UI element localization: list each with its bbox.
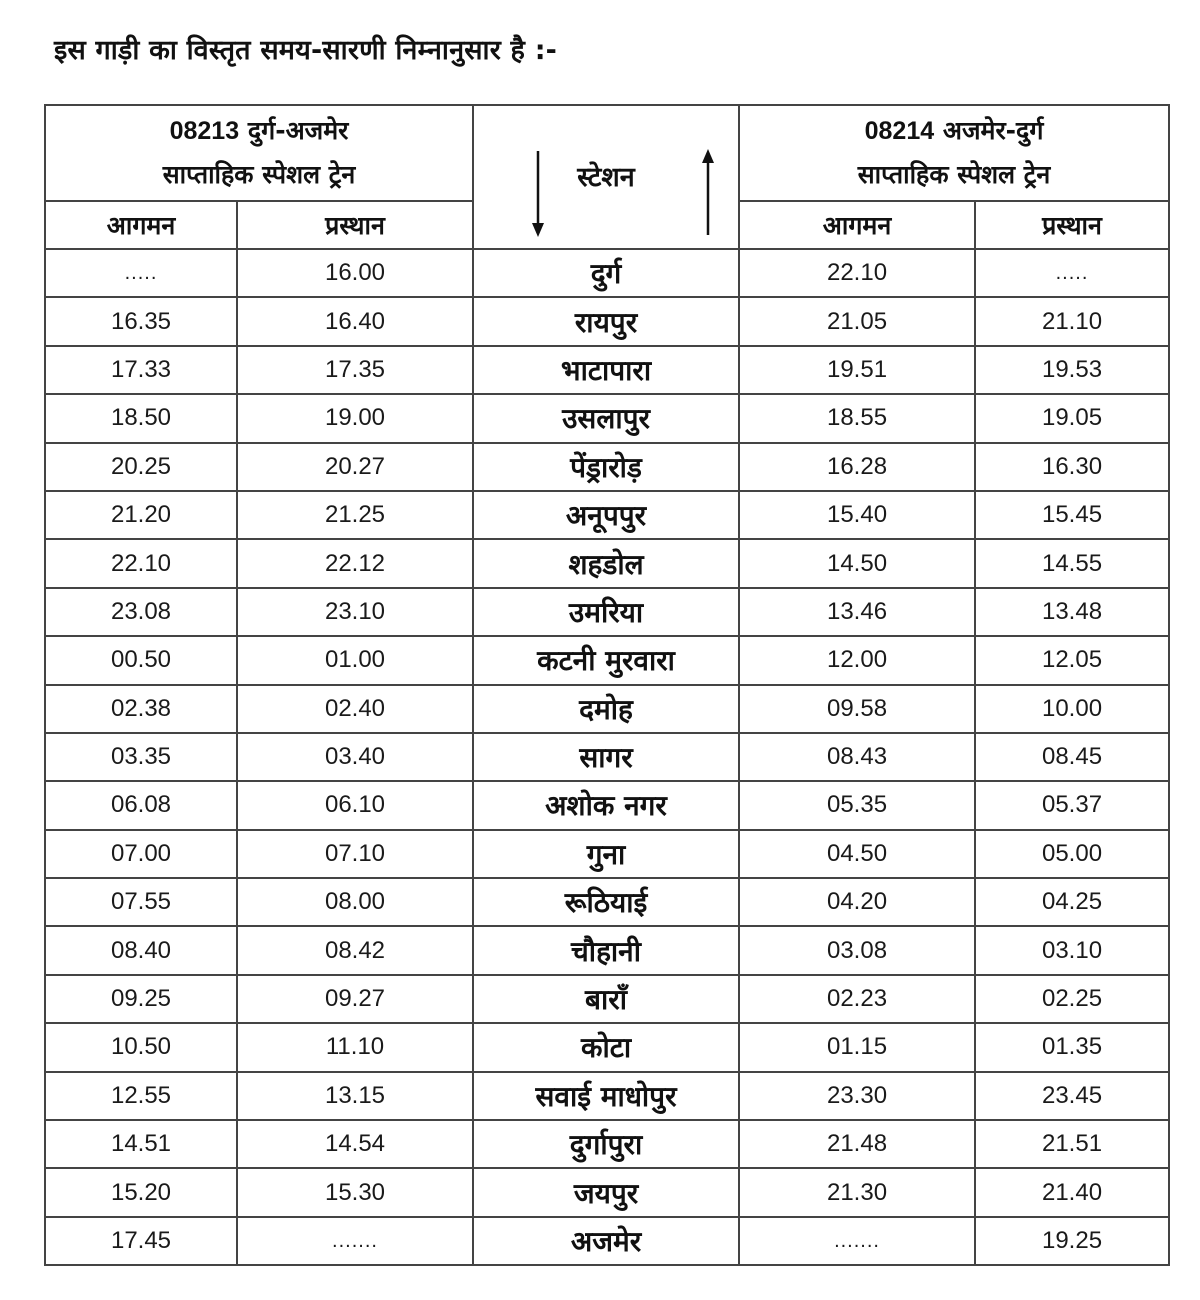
down-departure-cell: 01.00	[237, 636, 473, 684]
station-name-cell: भाटापारा	[473, 346, 739, 394]
station-name-cell: सागर	[473, 733, 739, 781]
station-name-cell: शहडोल	[473, 539, 739, 587]
up-arrival-cell: 21.05	[739, 297, 975, 345]
up-departure-cell: 16.30	[975, 443, 1169, 491]
down-arrival-cell: 23.08	[45, 588, 237, 636]
table-row	[45, 878, 1169, 926]
down-departure-cell: 16.40	[237, 297, 473, 345]
table-row	[45, 1023, 1169, 1071]
up-departure-cell: 02.25	[975, 975, 1169, 1023]
up-departure-cell: 05.00	[975, 830, 1169, 878]
down-arrival-cell: 16.35	[45, 297, 237, 345]
train-down-header	[45, 105, 473, 201]
up-arrival-cell: 16.28	[739, 443, 975, 491]
station-name-cell: उसलापुर	[473, 394, 739, 442]
train-up-header	[739, 105, 1169, 201]
down-arrival-cell: 18.50	[45, 394, 237, 442]
station-name-cell: अनूपपुर	[473, 491, 739, 539]
up-departure-cell: 15.45	[975, 491, 1169, 539]
station-label: स्टेशन	[577, 162, 635, 193]
up-arrival-cell: 21.48	[739, 1120, 975, 1168]
table-row	[45, 443, 1169, 491]
up-departure-cell: 12.05	[975, 636, 1169, 684]
train-up-route: अजमेर-दुर्ग	[942, 116, 1044, 145]
down-arrival-cell: 20.25	[45, 443, 237, 491]
down-departure-cell: 20.27	[237, 443, 473, 491]
train-up-number: 08214	[864, 117, 935, 145]
down-departure-cell: 17.35	[237, 346, 473, 394]
train-down-number: 08213	[169, 117, 240, 145]
down-departure-cell: 14.54	[237, 1120, 473, 1168]
station-column-header	[473, 105, 739, 249]
up-arrival-cell: 14.50	[739, 539, 975, 587]
train-up-subtitle: साप्ताहिक स्पेशल ट्रेन	[857, 160, 1051, 189]
down-arrival-cell: 15.20	[45, 1168, 237, 1216]
down-departure-cell: 06.10	[237, 781, 473, 829]
up-departure-cell: 08.45	[975, 733, 1169, 781]
station-name-cell: कटनी मुरवारा	[473, 636, 739, 684]
up-departure-cell: 01.35	[975, 1023, 1169, 1071]
down-departure-cell: 15.30	[237, 1168, 473, 1216]
table-row	[45, 297, 1169, 345]
up-departure-cell: 21.40	[975, 1168, 1169, 1216]
timetable	[44, 104, 1170, 1266]
table-row	[45, 346, 1169, 394]
station-name-cell: रूठियाई	[473, 878, 739, 926]
up-departure-cell: 04.25	[975, 878, 1169, 926]
station-name-cell: कोटा	[473, 1023, 739, 1071]
up-arrival-cell: 12.00	[739, 636, 975, 684]
table-row	[45, 1072, 1169, 1120]
page-heading: इस गाड़ी का विस्तृत समय-सारणी निम्नानुसार है :-	[54, 35, 558, 66]
down-arrival-cell: 14.51	[45, 1120, 237, 1168]
down-arrival-cell: .....	[45, 249, 237, 297]
up-departure-cell: 14.55	[975, 539, 1169, 587]
down-departure-cell: 13.15	[237, 1072, 473, 1120]
down-departure-cell: 07.10	[237, 830, 473, 878]
table-row	[45, 636, 1169, 684]
up-arrival-cell: 13.46	[739, 588, 975, 636]
table-row	[45, 781, 1169, 829]
down-arrival-cell: 17.45	[45, 1217, 237, 1265]
down-arrival-cell: 00.50	[45, 636, 237, 684]
station-name-cell: उमरिया	[473, 588, 739, 636]
down-departure-cell: 21.25	[237, 491, 473, 539]
station-name-cell: दुर्गापुरा	[473, 1120, 739, 1168]
up-arrival-cell: 23.30	[739, 1072, 975, 1120]
down-arrival-cell: 22.10	[45, 539, 237, 587]
down-departure-cell: 11.10	[237, 1023, 473, 1071]
up-arrival-cell: 02.23	[739, 975, 975, 1023]
table-row	[45, 685, 1169, 733]
station-name-cell: दुर्ग	[473, 249, 739, 297]
down-departure-cell: 02.40	[237, 685, 473, 733]
up-arrival-cell: 15.40	[739, 491, 975, 539]
up-departure-cell: 19.25	[975, 1217, 1169, 1265]
down-departure-cell: 03.40	[237, 733, 473, 781]
station-name-cell: जयपुर	[473, 1168, 739, 1216]
table-row	[45, 249, 1169, 297]
table-row	[45, 926, 1169, 974]
station-name-cell: दमोह	[473, 685, 739, 733]
train-up-arrival-header: आगमन	[739, 201, 975, 249]
table-row	[45, 491, 1169, 539]
down-arrival-cell: 03.35	[45, 733, 237, 781]
table-row	[45, 1217, 1169, 1265]
station-name-cell: बाराँ	[473, 975, 739, 1023]
up-arrival-cell: 08.43	[739, 733, 975, 781]
down-departure-cell: 08.42	[237, 926, 473, 974]
down-arrival-cell: 02.38	[45, 685, 237, 733]
station-name-cell: पेंड्रारोड़	[473, 443, 739, 491]
up-departure-cell: .....	[975, 249, 1169, 297]
up-arrival-cell: 22.10	[739, 249, 975, 297]
table-row	[45, 1168, 1169, 1216]
down-departure-cell: 16.00	[237, 249, 473, 297]
down-departure-cell: 09.27	[237, 975, 473, 1023]
down-departure-cell: .......	[237, 1217, 473, 1265]
table-row	[45, 588, 1169, 636]
up-departure-cell: 03.10	[975, 926, 1169, 974]
down-arrival-cell: 09.25	[45, 975, 237, 1023]
train-down-arrival-header: आगमन	[45, 201, 237, 249]
train-down-subtitle: साप्ताहिक स्पेशल ट्रेन	[162, 160, 356, 189]
table-row	[45, 733, 1169, 781]
up-departure-cell: 05.37	[975, 781, 1169, 829]
up-arrival-cell: 01.15	[739, 1023, 975, 1071]
table-row	[45, 830, 1169, 878]
table-row	[45, 394, 1169, 442]
up-arrival-cell: 21.30	[739, 1168, 975, 1216]
up-departure-cell: 19.05	[975, 394, 1169, 442]
down-arrival-cell: 12.55	[45, 1072, 237, 1120]
station-name-cell: अजमेर	[473, 1217, 739, 1265]
station-name-cell: चौहानी	[473, 926, 739, 974]
table-row	[45, 539, 1169, 587]
down-arrival-cell: 07.00	[45, 830, 237, 878]
down-departure-cell: 19.00	[237, 394, 473, 442]
down-departure-cell: 23.10	[237, 588, 473, 636]
down-arrival-cell: 06.08	[45, 781, 237, 829]
down-arrival-cell: 21.20	[45, 491, 237, 539]
up-departure-cell: 23.45	[975, 1072, 1169, 1120]
train-up-departure-header: प्रस्थान	[975, 201, 1169, 249]
up-arrival-cell: 18.55	[739, 394, 975, 442]
up-arrival-cell: .......	[739, 1217, 975, 1265]
up-arrival-cell: 19.51	[739, 346, 975, 394]
down-departure-cell: 22.12	[237, 539, 473, 587]
station-name-cell: अशोक नगर	[473, 781, 739, 829]
down-arrival-cell: 08.40	[45, 926, 237, 974]
up-departure-cell: 13.48	[975, 588, 1169, 636]
up-departure-cell: 10.00	[975, 685, 1169, 733]
up-arrival-cell: 04.20	[739, 878, 975, 926]
table-row	[45, 1120, 1169, 1168]
arrow-up-icon	[702, 149, 714, 235]
down-departure-cell: 08.00	[237, 878, 473, 926]
up-arrival-cell: 09.58	[739, 685, 975, 733]
down-arrival-cell: 07.55	[45, 878, 237, 926]
up-departure-cell: 21.51	[975, 1120, 1169, 1168]
up-arrival-cell: 03.08	[739, 926, 975, 974]
down-arrival-cell: 17.33	[45, 346, 237, 394]
up-departure-cell: 21.10	[975, 297, 1169, 345]
train-down-route: दुर्ग-अजमेर	[247, 116, 349, 145]
station-name-cell: रायपुर	[473, 297, 739, 345]
table-row	[45, 975, 1169, 1023]
train-down-departure-header: प्रस्थान	[237, 201, 473, 249]
down-arrival-cell: 10.50	[45, 1023, 237, 1071]
station-name-cell: गुना	[473, 830, 739, 878]
up-departure-cell: 19.53	[975, 346, 1169, 394]
up-arrival-cell: 05.35	[739, 781, 975, 829]
up-arrival-cell: 04.50	[739, 830, 975, 878]
station-name-cell: सवाई माधोपुर	[473, 1072, 739, 1120]
